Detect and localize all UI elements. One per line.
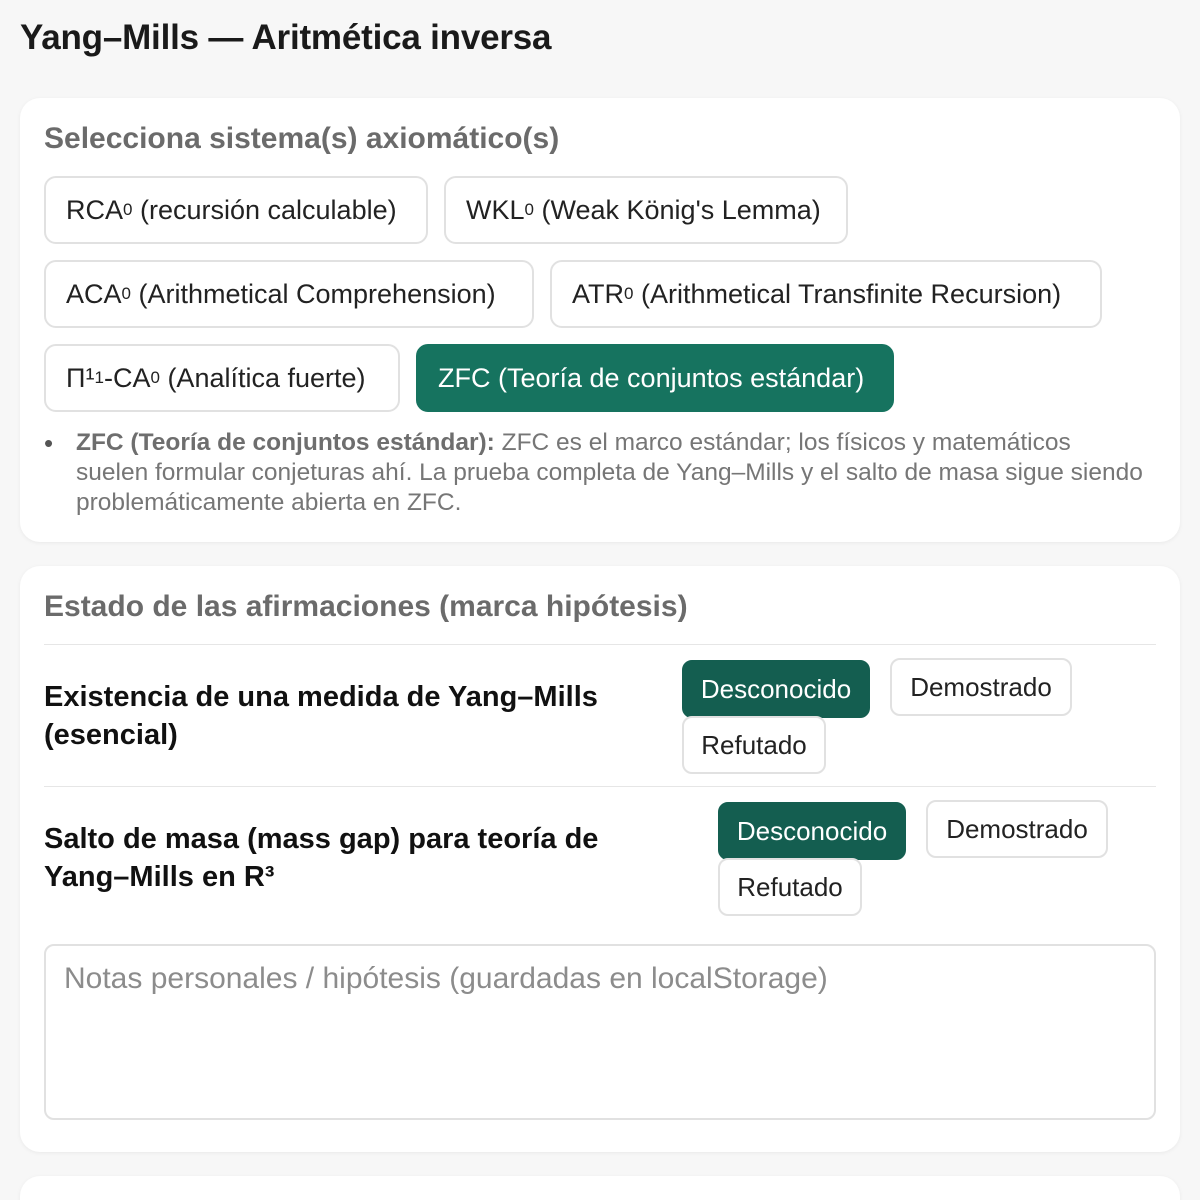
bullet-icon: • [44, 428, 54, 458]
chip-name: ATR [572, 278, 624, 309]
chip-description: (Analítica fuerte) [159, 362, 366, 393]
chip-subscript: 0 [624, 284, 634, 303]
system-chip-aca0[interactable] [44, 260, 534, 328]
claim-label-mass-gap: Salto de masa (mass gap) para teoría de Yang–Mills en R³ [44, 823, 599, 893]
claim1-status-unknown-button[interactable]: Desconocido [682, 660, 870, 718]
divider [44, 644, 1156, 645]
claim2-status-refuted-button[interactable]: Refutado [718, 858, 862, 916]
chip-description: (recursión calculable) [132, 194, 397, 225]
chip-description: (Arithmetical Transfinite Recursion) [633, 278, 1062, 309]
chip-subscript: 0 [150, 368, 160, 387]
selected-system-description [44, 428, 1144, 518]
chip-subscript: 0 [121, 284, 131, 303]
page-title: Yang–Mills — Aritmética inversa [20, 18, 552, 57]
claims-card [20, 566, 1180, 1152]
chip-name-suffix: -CA [103, 362, 151, 393]
chip-description: (Weak König's Lemma) [533, 194, 821, 225]
chip-label: ZFC (Teoría de conjuntos estándar) [438, 362, 865, 393]
system-chip-wkl0[interactable] [444, 176, 848, 244]
chip-subscript: 0 [524, 200, 534, 219]
system-chip-zfc[interactable] [416, 344, 894, 412]
claim1-status-refuted-button[interactable]: Refutado [682, 716, 826, 774]
divider [44, 786, 1156, 787]
description-title: ZFC (Teoría de conjuntos estándar): [76, 429, 495, 456]
chip-subscript: 0 [123, 200, 133, 219]
next-card [20, 1176, 1180, 1200]
chip-name: WKL [466, 194, 525, 225]
chip-name-subscript: 1 [94, 368, 104, 387]
systems-card [20, 98, 1180, 542]
claim1-status-proven-button[interactable]: Demostrado [890, 658, 1072, 716]
claims-heading: Estado de las afirmaciones (marca hipótesis) [44, 590, 688, 623]
chip-name: ACA [66, 278, 122, 309]
claim-label-yang-mills-measure: Existencia de una medida de Yang–Mills (esencial) [44, 681, 598, 751]
chip-name: RCA [66, 194, 124, 225]
notes-textarea[interactable] [44, 944, 1156, 1120]
description-body [76, 428, 1144, 518]
chip-description: (Arithmetical Comprehension) [131, 278, 496, 309]
systems-heading: Selecciona sistema(s) axiomático(s) [44, 122, 560, 155]
chip-name-prefix: Π¹ [66, 362, 95, 393]
system-chip-atr0[interactable] [550, 260, 1102, 328]
claim2-status-unknown-button[interactable]: Desconocido [718, 802, 906, 860]
system-chip-rca0[interactable] [44, 176, 428, 244]
description-text: ZFC es el marco estándar; los físicos y matemáticos suelen formular conjeturas ahí. La prueba completa de Yang–Mills y el salto de masa sigue siendo problemáticamente abierta en ZFC. [76, 429, 1143, 516]
claim2-status-proven-button[interactable]: Demostrado [926, 800, 1108, 858]
system-chip-pi11-ca0[interactable] [44, 344, 400, 412]
